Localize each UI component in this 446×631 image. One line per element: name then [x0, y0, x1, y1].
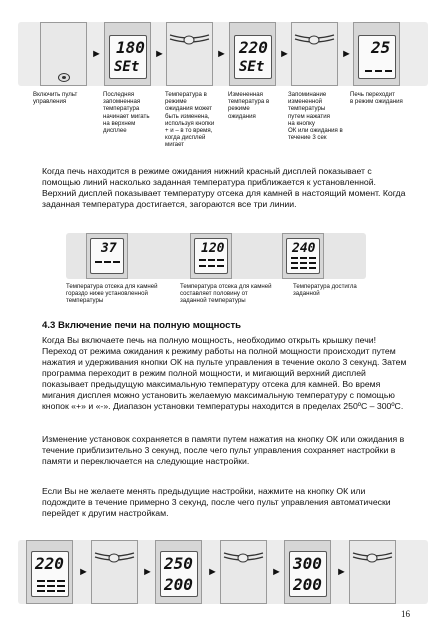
arrow-icon: ►	[341, 48, 352, 60]
lcd-top-value: 220	[35, 554, 64, 573]
lcd-dash	[385, 70, 392, 72]
lcd-dash	[309, 267, 316, 269]
section-heading: 4.3 Включение печи на полную мощность	[42, 320, 242, 331]
lcd-dash	[37, 590, 45, 592]
lcd-dash	[37, 585, 45, 587]
lcd-dash	[57, 585, 65, 587]
page-number: 16	[401, 609, 410, 619]
lcd-dash	[95, 261, 102, 263]
lcd-display	[90, 238, 124, 274]
lcd-dash	[309, 262, 316, 264]
caption-step-6: Печь переходит в режим ожидания	[350, 91, 403, 106]
display-tile-set-180	[104, 22, 151, 86]
display-tile-adjust	[166, 22, 213, 86]
lcd-dash	[57, 580, 65, 582]
lcd-dash	[208, 259, 215, 261]
lcd-display	[358, 35, 396, 79]
display-tile-set-220	[229, 22, 276, 86]
lcd-dash	[217, 265, 224, 267]
display-tile-power	[40, 22, 87, 86]
display-tile-save	[291, 22, 338, 86]
caption-step-3: Температура в режиме ожидания может быть изменена, используя кнопки + и – в то время, когда дисплей мигает	[165, 91, 215, 149]
display-tile-lines-2	[220, 540, 267, 604]
caption-step-2: Последняя запомненная температура начинает мигать на верхнем дисплее	[103, 91, 150, 135]
lcd-display	[286, 238, 320, 274]
lcd-top-value: 300	[293, 554, 322, 573]
lcd-dash	[309, 257, 316, 259]
arrow-icon: ►	[142, 566, 153, 578]
lcd-display	[289, 551, 327, 597]
lcd-top-value: 180	[116, 38, 145, 57]
arrow-icon: ►	[207, 566, 218, 578]
caption-temp-reached: Температура достигла заданной	[293, 283, 357, 298]
lcd-display	[31, 551, 69, 597]
indicator-lines-icon	[167, 27, 212, 57]
lcd-dash	[37, 580, 45, 582]
arrow-icon: ►	[216, 48, 227, 60]
arrow-icon: ►	[271, 566, 282, 578]
power-button-icon	[58, 73, 70, 82]
lcd-dash	[57, 590, 65, 592]
paragraph-full-power: Когда Вы включаете печь на полную мощность, необходимо открыть крышку печи! Переход от режима ожидания к режиму работы на полной мощности происходит путем нажатия и удерживания кнопки ОК на пульте управления в течение около 3 секунд. Затем программа переходит в режим полной мощности, и мигающий верхний дисплей показывает предыдущую максимальную температуру отсека для камней. Во время мигания дисплея можно установить желаемую максимальную температуру с помощью кнопок «+» и «-». Диапазон установки температуры находится в пределах 250ºC – 300ºC.	[42, 335, 407, 411]
lcd-top-value: 250	[164, 554, 193, 573]
caption-step-1: Включить пульт управления	[33, 91, 78, 106]
display-tile-half	[190, 233, 232, 279]
arrow-icon: ►	[154, 48, 165, 60]
lcd-top-value: 220	[239, 38, 268, 57]
lcd-dash	[217, 259, 224, 261]
lcd-bottom-value: 200	[164, 575, 193, 594]
arrow-icon: ►	[78, 566, 89, 578]
lcd-dash	[291, 262, 298, 264]
display-tile-250	[155, 540, 202, 604]
caption-temp-half: Температура отсека для камней составляет половину от заданной температуры	[180, 283, 272, 305]
lcd-bottom-value: SEt	[114, 59, 140, 75]
lcd-display	[234, 35, 272, 79]
lcd-top-value: 37	[101, 241, 117, 256]
lcd-bottom-value: SEt	[239, 59, 265, 75]
lcd-top-value: 240	[292, 241, 316, 256]
lcd-dash	[47, 585, 55, 587]
lcd-dash	[199, 265, 206, 267]
caption-temp-low: Температура отсека для камней гораздо ниже установленной температуры	[66, 283, 158, 305]
lcd-dash	[104, 261, 111, 263]
arrow-icon: ►	[91, 48, 102, 60]
display-tile-lines-1	[91, 540, 138, 604]
caption-step-5: Запоминание измененной температуры путем нажатия на кнопку ОК или ожидания в течение 3 сек	[288, 91, 343, 142]
lcd-dash	[291, 257, 298, 259]
lcd-dash	[375, 70, 382, 72]
paragraph-save-settings: Изменение установок сохраняется в памяти путем нажатия на кнопку ОК или ожидания в течение приблизительно 3 секунд, после чего пульт управления сохраняет настройки в памяти и переключается на следующие настройки.	[42, 434, 405, 466]
lcd-dash	[300, 262, 307, 264]
lcd-dash	[365, 70, 372, 72]
lcd-dash	[199, 259, 206, 261]
display-tile-300	[284, 540, 331, 604]
arrow-icon: ►	[336, 566, 347, 578]
display-tile-220	[26, 540, 73, 604]
lcd-dash	[300, 257, 307, 259]
lcd-display	[160, 551, 198, 597]
caption-step-4: Измененная температура в режиме ожидания	[228, 91, 270, 120]
lcd-dash	[300, 267, 307, 269]
indicator-lines-icon	[221, 545, 266, 575]
lcd-top-value: 25	[371, 38, 391, 57]
display-tile-lines-3	[349, 540, 396, 604]
lcd-dash	[47, 590, 55, 592]
indicator-lines-icon	[92, 545, 137, 575]
lcd-bottom-value: 200	[293, 575, 322, 594]
lcd-dash	[113, 261, 120, 263]
lcd-display	[194, 238, 228, 274]
indicator-lines-icon	[350, 545, 395, 575]
paragraph-standby-info: Когда печь находится в режиме ожидания нижний красный дисплей показывает с помощью линий насколько заданная температура приближается к установленной. Верхний дисплей показывает температуру отсека для камней в настоящий момент. Когда заданная температура достигается, загораются все три линии.	[42, 166, 406, 209]
arrow-icon: ►	[279, 48, 290, 60]
display-tile-reached	[282, 233, 324, 279]
lcd-dash	[291, 267, 298, 269]
indicator-lines-icon	[292, 27, 337, 57]
lcd-dash	[208, 265, 215, 267]
lcd-display	[109, 35, 147, 79]
display-tile-standby	[353, 22, 400, 86]
paragraph-skip-settings: Если Вы не желаете менять предыдущие настройки, нажмите на кнопку ОК или подождите в течение примерно 3 секунд, после чего пульт управления автоматически перейдет к другим настройкам.	[42, 486, 391, 518]
lcd-top-value: 120	[201, 241, 225, 256]
lcd-dash	[47, 580, 55, 582]
display-tile-low	[86, 233, 128, 279]
